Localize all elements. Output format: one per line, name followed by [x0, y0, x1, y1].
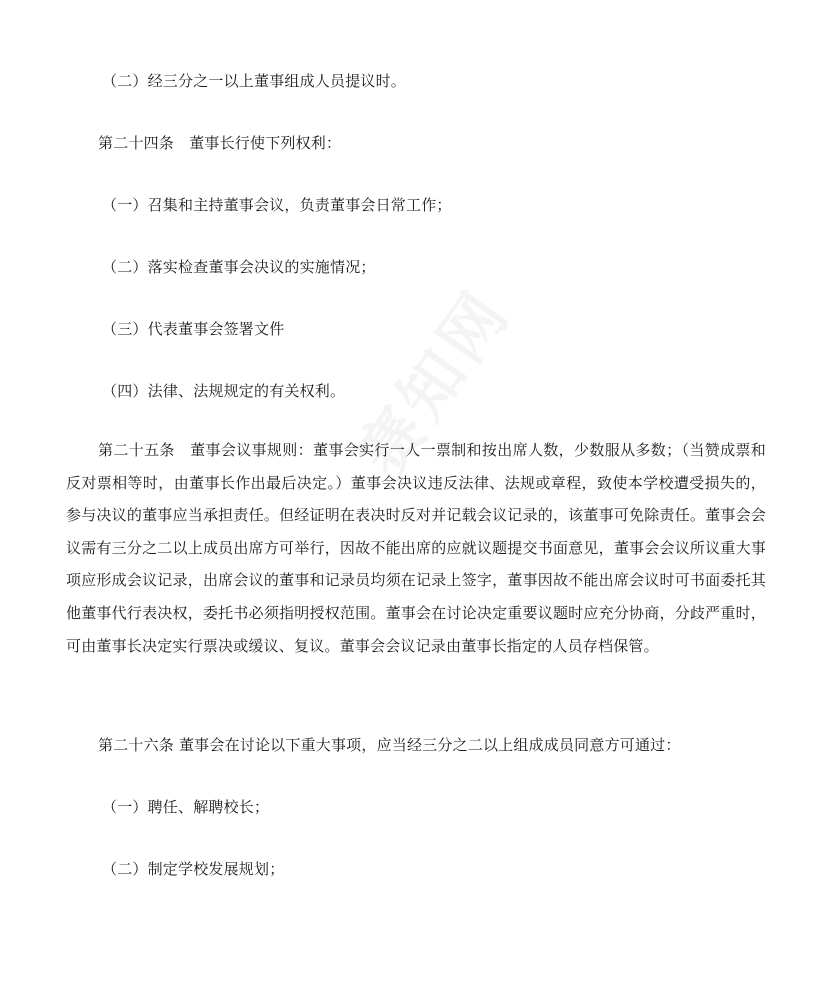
clause-line: （二）制定学校发展规划；: [102, 860, 285, 878]
article-paragraph: 第二十五条 董事会议事规则：董事会实行一人一票制和按出席人数，少数服从多数；（当赞成票和反对票相等时，由董事长作出最后决定。）董事会决议违反法律、法规或章程，致使本学校遭受损失的，参与决议的董事应当承担责任。但经证明在表决时反对并记载会议记录的，该董事可免除责任。董事会会议需有三分之二以上成员出席方可举行，因故不能出席的应就议题提交书面意见，董事会会议所议重大事项应形成会议记录，出席会议的董事和记录员均须在记录上签字，董事因故不能出席会议时可书面委托其他董事代行表决权，委托书必须指明授权范围。董事会在讨论决定重要议题时应充分协商，分歧严重时，可由董事长决定实行票决或缓议、复议。董事会会议记录由董事长指定的人员存档保管。: [66, 441, 766, 655]
clause-line: （三）代表董事会签署文件: [102, 320, 285, 338]
article-heading: 第二十四条 董事长行使下列权利：: [98, 134, 342, 152]
clause-line: （一）聘任、解聘校长；: [102, 798, 270, 816]
clause-line: （二）经三分之一以上董事组成人员提议时。: [102, 72, 407, 90]
clause-line: （二）落实检查董事会决议的实施情况；: [102, 258, 376, 276]
article-heading: 第二十六条 董事会在讨论以下重大事项，应当经三分之二以上组成成员同意方可通过：: [98, 736, 681, 754]
clause-line: （一）召集和主持董事会议，负责董事会日常工作；: [102, 196, 452, 214]
clause-line: （四）法律、法规规定的有关权利。: [102, 382, 346, 400]
